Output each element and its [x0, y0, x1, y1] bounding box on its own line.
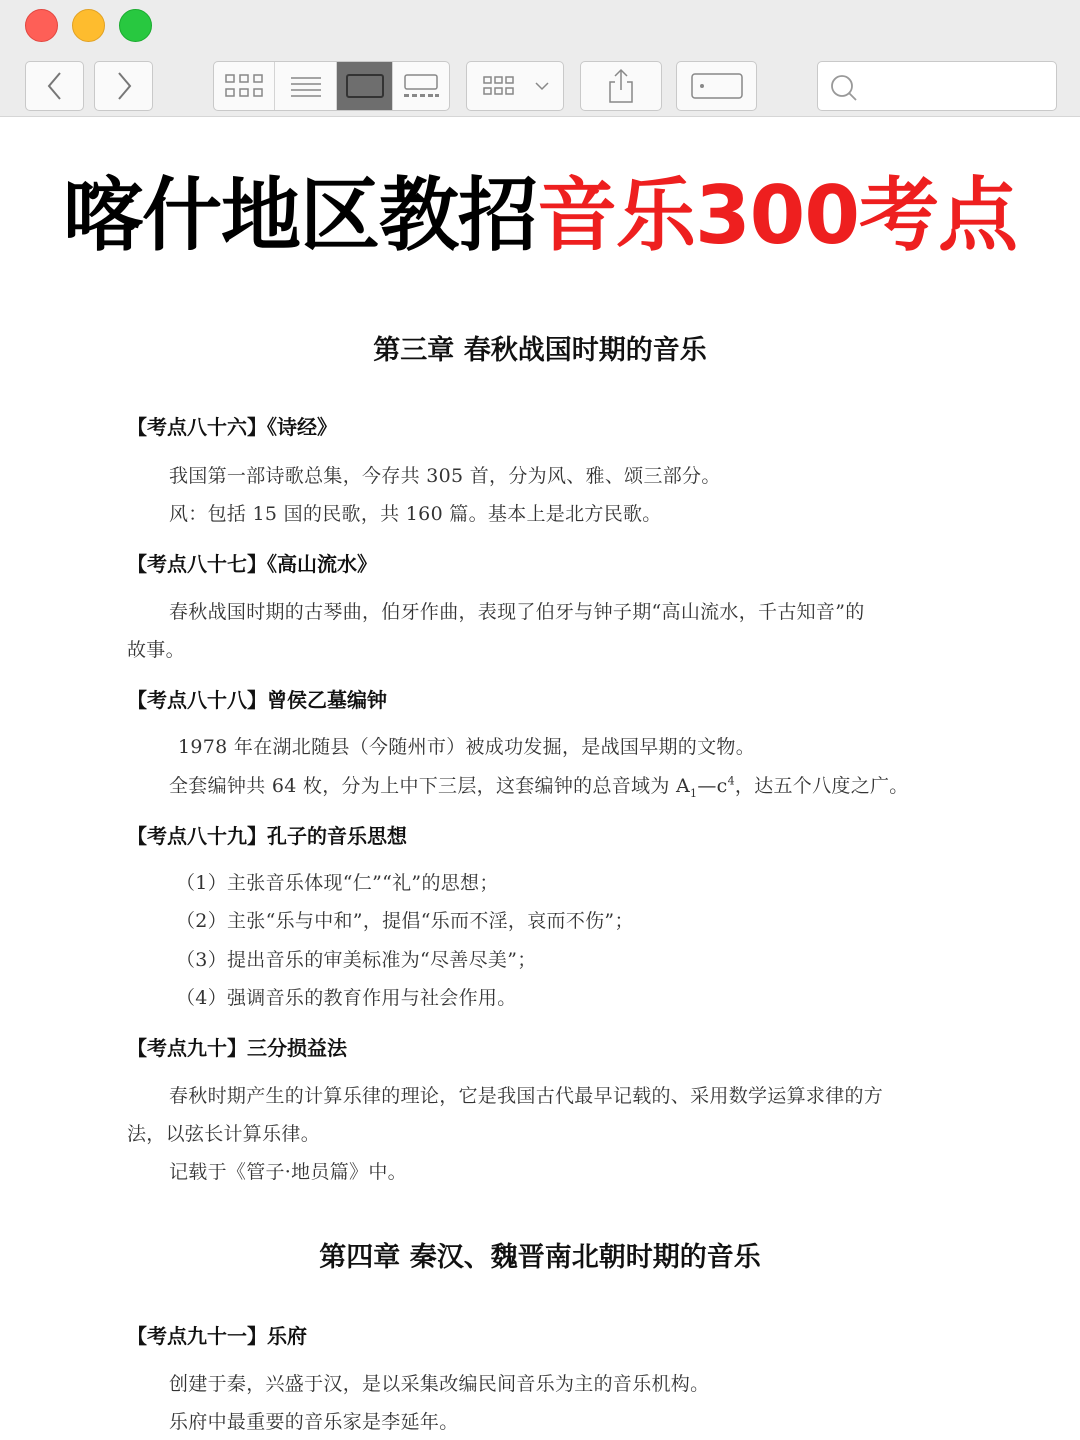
point-heading: 【考点八十九】孔子的音乐思想 — [127, 824, 407, 848]
paragraph-line: 法，以弦长计算乐律。 — [127, 1123, 321, 1145]
paragraph-line-range — [169, 771, 909, 800]
tag-icon — [690, 72, 744, 100]
window-toolbar — [0, 0, 1080, 117]
paragraph-line: （4）强调音乐的教育作用与社会作用。 — [176, 987, 517, 1009]
chevron-right-icon — [114, 70, 134, 102]
paragraph-line: 我国第一部诗歌总集，今存共 305 首，分为风、雅、颂三部分。 — [169, 465, 721, 487]
back-button[interactable] — [25, 61, 84, 111]
point-heading: 【考点九十一】乐府 — [127, 1324, 307, 1348]
grid-view-icon — [224, 73, 264, 99]
paragraph-line: 故事。 — [127, 639, 185, 661]
close-window-button[interactable] — [25, 9, 58, 42]
forward-button[interactable] — [94, 61, 153, 111]
paragraph-line: 1978 年在湖北随县（今随州市）被成功发掘，是战国早期的文物。 — [178, 736, 755, 758]
paragraph-line: 记载于《管子·地员篇》中。 — [169, 1161, 407, 1183]
paragraph-line: 春秋战国时期的古琴曲，伯牙作曲，表现了伯牙与钟子期“高山流水，千古知音”的 — [169, 601, 865, 623]
point-heading: 【考点八十六】《诗经》 — [127, 415, 337, 439]
paragraph-line: （1）主张音乐体现“仁”“礼”的思想； — [176, 872, 499, 894]
single-page-view-icon — [345, 73, 385, 99]
tag-button[interactable] — [676, 61, 757, 111]
share-icon — [606, 68, 636, 104]
paragraph-line: （3）提出音乐的审美标准为“尽善尽美”； — [176, 949, 537, 971]
share-button[interactable] — [580, 61, 662, 111]
range-prefix: 全套编钟共 64 枚，分为上中下三层，这套编钟的总音域为 — [169, 775, 676, 797]
zoom-window-button[interactable] — [119, 9, 152, 42]
list-view-icon — [289, 74, 323, 98]
point-heading: 【考点九十】三分损益法 — [127, 1036, 347, 1060]
search-field[interactable] — [817, 61, 1057, 111]
range-high-superscript: 4 — [727, 774, 735, 788]
range-suffix: ，达五个八度之广。 — [734, 775, 909, 797]
filmstrip-view-icon — [401, 73, 441, 99]
list-view-button[interactable] — [275, 62, 336, 110]
paragraph-line: （2）主张“乐与中和”，提倡“乐而不淫，哀而不伤”； — [176, 910, 634, 932]
headline-red-part: 音乐300考点 — [537, 169, 1017, 262]
arrange-grid-icon — [480, 73, 550, 99]
headline-title — [0, 168, 1080, 264]
paragraph-line: 乐府中最重要的音乐家是李延年。 — [169, 1411, 459, 1433]
point-heading: 【考点八十七】《高山流水》 — [127, 552, 377, 576]
minimize-window-button[interactable] — [72, 9, 105, 42]
arrange-dropdown-button[interactable] — [466, 61, 564, 111]
paragraph-line: 春秋时期产生的计算乐律的理论，它是我国古代最早记载的、采用数学运算求律的方 — [169, 1085, 884, 1107]
range-low-note: A — [676, 775, 691, 797]
grid-view-button[interactable] — [214, 62, 275, 110]
single-page-view-button[interactable] — [337, 62, 394, 110]
search-icon — [829, 73, 859, 103]
chapter-title: 第四章 秦汉、魏晋南北朝时期的音乐 — [319, 1242, 761, 1273]
paragraph-line: 风：包括 15 国的民歌，共 160 篇。基本上是北方民歌。 — [169, 503, 662, 525]
filmstrip-view-button[interactable] — [393, 62, 449, 110]
range-low-subscript: 1 — [690, 786, 698, 800]
headline-black-part: 喀什地区教招 — [63, 169, 537, 262]
view-mode-segmented-control — [213, 61, 450, 111]
range-high-note: —c — [697, 775, 728, 797]
point-heading: 【考点八十八】曾侯乙墓编钟 — [127, 688, 387, 712]
chevron-left-icon — [45, 70, 65, 102]
paragraph-line: 创建于秦，兴盛于汉，是以采集改编民间音乐为主的音乐机构。 — [169, 1373, 710, 1395]
chapter-title: 第三章 春秋战国时期的音乐 — [373, 335, 707, 366]
